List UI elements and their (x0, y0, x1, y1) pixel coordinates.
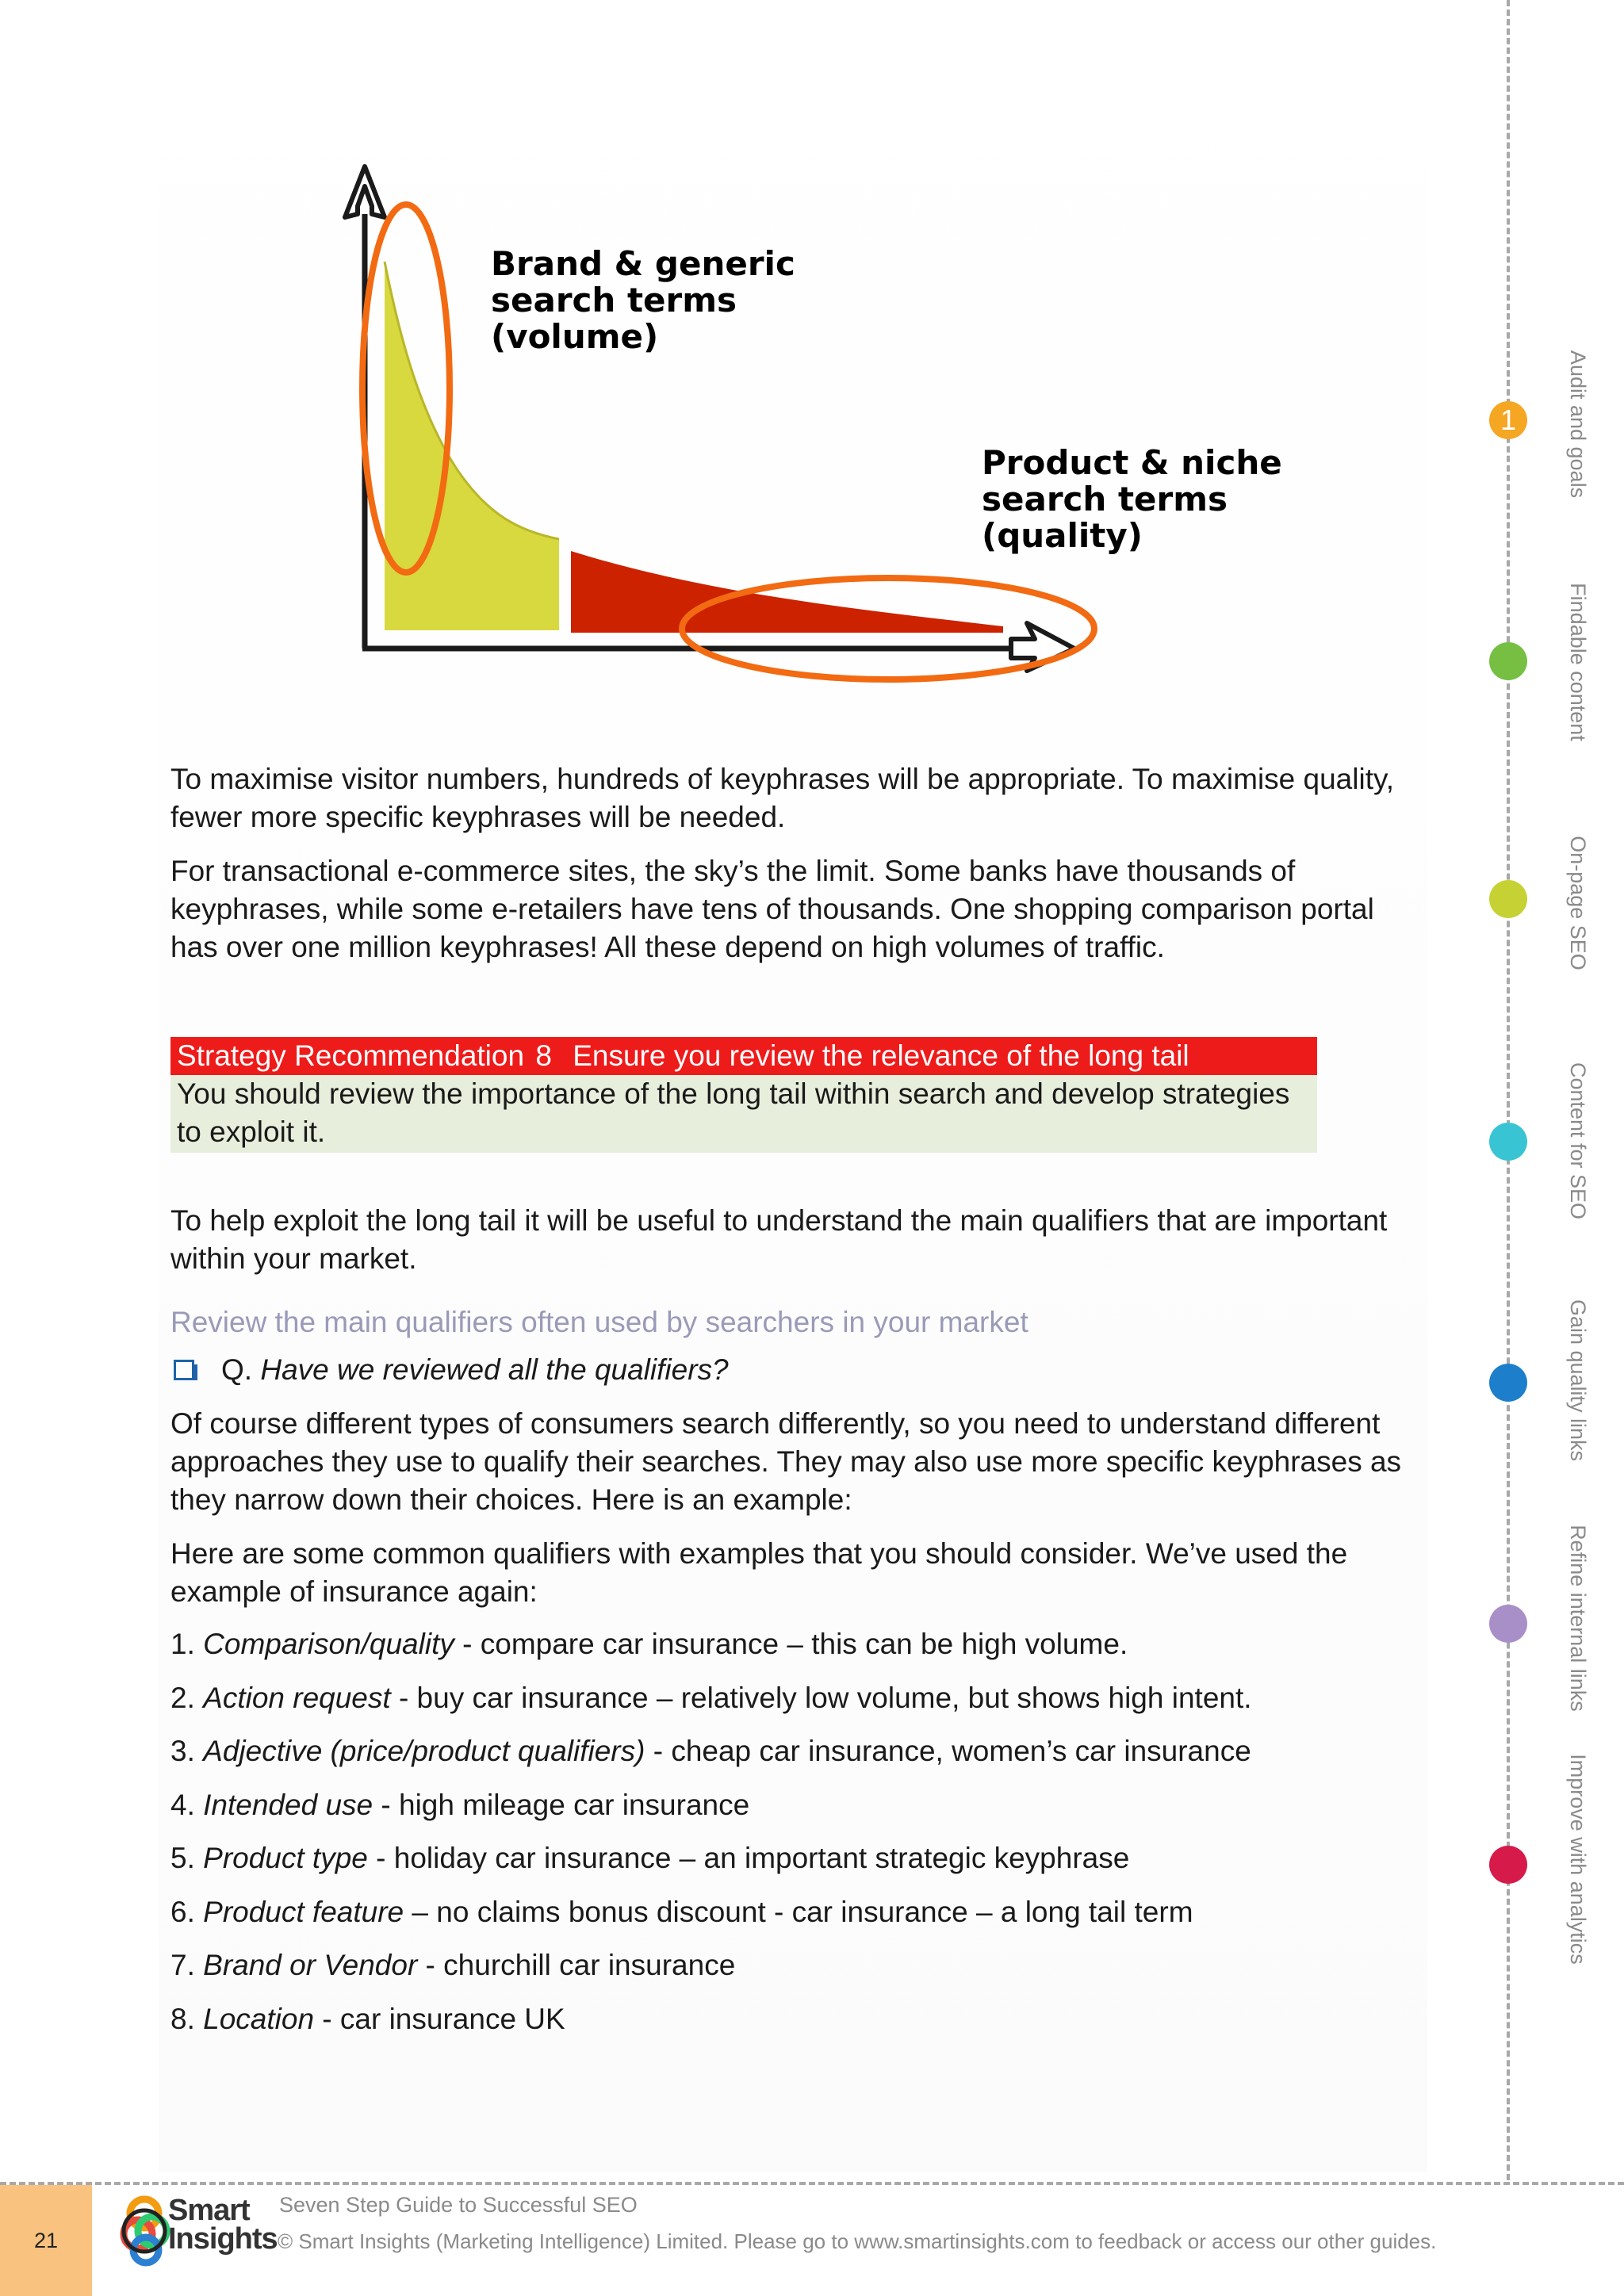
nav-step-6-dot[interactable] (1489, 1605, 1527, 1643)
item-number: 6. (170, 1895, 195, 1928)
head-label (491, 246, 795, 355)
nav-step-2-dot[interactable] (1489, 642, 1527, 680)
nav-step-7-label[interactable]: Improve with analytics (1566, 1754, 1590, 1965)
exploit-paragraph: To help exploit the long tail it will be useful to understand the main qualifiers that are important within your market. (170, 1204, 1388, 1275)
nav-step-5-dot[interactable] (1489, 1364, 1527, 1402)
nav-step-1-label[interactable]: Audit and goals (1566, 350, 1590, 499)
strategy-body: You should review the importance of the long tail within search and develop strategies to exploit it. (170, 1075, 1317, 1153)
nav-step-1-number: 1 (1500, 404, 1517, 436)
list-item (170, 1679, 1252, 1733)
ecommerce-paragraph: For transactional e-commerce sites, the sky’s the limit. Some banks have thousands of keyphrases, while some e-retailers have tens of thousands. One shopping comparison portal has over one million keyphrases! All these depend on high volumes of traffic. (170, 855, 1374, 963)
nav-step-4-dot[interactable] (1489, 1123, 1527, 1161)
nav-step-4-label[interactable]: Content for SEO (1566, 1062, 1590, 1220)
qualifier-list (170, 1625, 1252, 2053)
item-number: 3. (170, 1735, 195, 1767)
footer-copyright: © Smart Insights (Marketing Intelligence) Limited. Please go to www.smartinsights.com to feedback or access our other guides. (278, 2229, 1437, 2253)
strategy-recommendation-box (170, 1037, 1317, 1153)
footer-guide-title: Seven Step Guide to Successful SEO (279, 2193, 638, 2217)
nav-step-5-label[interactable]: Gain quality links (1566, 1299, 1590, 1462)
consumers-paragraph: Of course different types of consumers search differently, so you need to understand different approaches they use to qualify their searches. They may also use more specific keyphrases as they narrow down their choices. Here is an example: (170, 1407, 1402, 1516)
nav-step-1-dot[interactable] (1489, 401, 1527, 439)
item-description: – no claims bonus discount - car insurance – a long tail term (404, 1895, 1193, 1928)
head-label-line: (volume) (491, 317, 659, 356)
item-number: 1. (170, 1628, 195, 1660)
strategy-number: 8 (535, 1039, 552, 1072)
tail-label-line: search terms (982, 480, 1228, 519)
tail-label-line: Product & niche (982, 443, 1282, 482)
nav-step-3-label[interactable]: On-page SEO (1566, 836, 1590, 970)
item-number: 8. (170, 2002, 195, 2035)
visitor-paragraph: To maximise visitor numbers, hundreds of keyphrases will be appropriate. To maximise quality, fewer more specific keyphrases will be needed. (170, 763, 1395, 833)
logo-wordmark (168, 2194, 278, 2256)
item-number: 4. (170, 1788, 195, 1821)
page-number-box (0, 2185, 92, 2296)
footer-divider (0, 2182, 1624, 2185)
nav-step-3-dot[interactable] (1489, 880, 1527, 918)
item-term: Intended use (203, 1788, 373, 1821)
item-number: 7. (170, 1949, 195, 1981)
logo-word: Smart (168, 2194, 250, 2227)
logo-word: Insights (168, 2222, 278, 2256)
checklist-question (170, 1351, 729, 1389)
list-item (170, 1786, 1252, 1840)
nav-step-6-label[interactable]: Refine internal links (1566, 1525, 1590, 1712)
nav-step-7-dot[interactable] (1489, 1846, 1527, 1884)
head-label-line: search terms (491, 281, 737, 320)
item-description: - high mileage car insurance (373, 1788, 750, 1821)
head-label-line: Brand & generic (491, 244, 795, 283)
tail-label (982, 445, 1282, 554)
question-prefix: Q. (221, 1353, 253, 1386)
checkbox-icon[interactable] (174, 1360, 194, 1380)
strategy-header (170, 1037, 1317, 1075)
item-term: Product feature (203, 1895, 404, 1928)
item-term: Comparison/quality (203, 1628, 454, 1660)
item-description: - compare car insurance – this can be high volume. (454, 1628, 1128, 1660)
item-term: Action request (203, 1681, 391, 1714)
item-term: Location (203, 2002, 315, 2035)
item-number: 5. (170, 1842, 195, 1874)
page-number: 21 (33, 2228, 59, 2252)
list-item (170, 1625, 1252, 1679)
strategy-label: Strategy Recommendation (177, 1039, 525, 1072)
y-axis-arrow (345, 166, 385, 217)
list-item (170, 1839, 1252, 1893)
item-description: - buy car insurance – relatively low volume, but shows high intent. (390, 1681, 1252, 1714)
list-item (170, 1732, 1252, 1786)
tail-label-line: (quality) (982, 516, 1143, 555)
list-item (170, 1946, 1252, 2000)
item-description: - holiday car insurance – an important strategic keyphrase (367, 1842, 1130, 1874)
item-term: Adjective (price/product qualifiers) (203, 1735, 645, 1767)
item-term: Brand or Vendor (203, 1949, 418, 1981)
question-text: Have we reviewed all the qualifiers? (260, 1353, 729, 1386)
item-term: Product type (203, 1842, 368, 1874)
item-description: - car insurance UK (314, 2002, 565, 2035)
item-number: 2. (170, 1681, 195, 1714)
qualifiers-intro-paragraph: Here are some common qualifiers with examples that you should consider. We’ve used the example of insurance again: (170, 1537, 1348, 1608)
tail-area (571, 551, 1003, 633)
list-item (170, 2000, 1252, 2054)
item-description: - cheap car insurance, women’s car insurance (645, 1735, 1251, 1767)
long-tail-chart (313, 151, 1106, 706)
list-item (170, 1893, 1252, 1947)
nav-step-2-label[interactable]: Findable content (1566, 583, 1590, 741)
item-description: - churchill car insurance (417, 1949, 736, 1981)
strategy-title: Ensure you review the relevance of the long tail (573, 1039, 1189, 1072)
qualifiers-subheading: Review the main qualifiers often used by searchers in your market (170, 1306, 1028, 1338)
